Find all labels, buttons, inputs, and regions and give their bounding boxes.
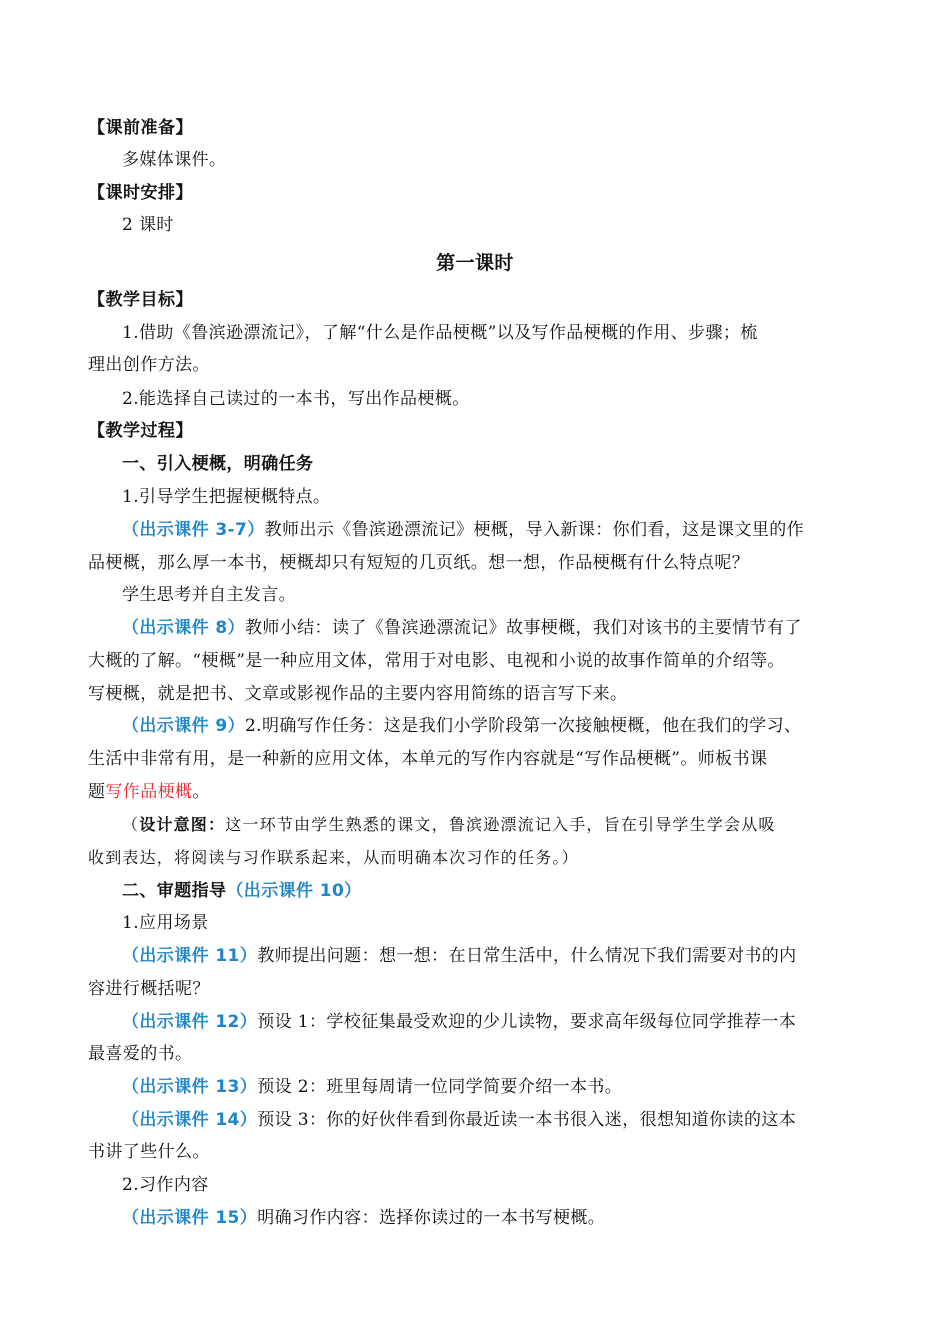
prep-heading: 【课前准备】 — [88, 118, 193, 138]
preset-3-line1: （出示课件 14）预设 3：你的好伙伴看到你最近读一本书很入迷，很想知道你读的这本 — [122, 1110, 797, 1130]
question-line2: 容进行概括呢？ — [88, 979, 210, 999]
goals-heading: 【教学目标】 — [88, 290, 193, 310]
section-1-item-1: 1.引导学生把握梗概特点。 — [122, 487, 331, 507]
paragraph-3-line3: 写梗概，就是把书、文章或影视作品的主要内容用简练的语言写下来。 — [88, 684, 628, 704]
paragraph-4-line3: 题写作品梗概。 — [88, 782, 210, 802]
section-2-item-1: 1.应用场景 — [122, 913, 209, 933]
goal-1-line1: 1.借助《鲁滨逊漂流记》，了解“什么是作品梗概”以及写作品梗概的作用、步骤；梳 — [122, 323, 758, 343]
section-2-title: 二、审题指导（出示课件 10） — [122, 881, 362, 901]
courseware-ref: （出示课件 13） — [122, 1077, 258, 1097]
question-line1: （出示课件 11）教师提出问题：想一想：在日常生活中，什么情况下我们需要对书的内 — [122, 946, 797, 966]
preset-3-line2: 书讲了些什么。 — [88, 1142, 210, 1162]
courseware-ref: （出示课件 11） — [122, 946, 258, 966]
design-note-line1: （设计意图：这一环节由学生熟悉的课文，鲁滨逊漂流记入手，旨在引导学生学会从吸 — [122, 815, 776, 834]
courseware-ref: （出示课件 9） — [122, 716, 245, 736]
courseware-ref: （出示课件 14） — [122, 1110, 258, 1130]
prep-text: 多媒体课件。 — [122, 150, 227, 170]
process-heading: 【教学过程】 — [88, 421, 193, 441]
paragraph-3-line1: （出示课件 8）教师小结：读了《鲁滨逊漂流记》故事梗概，我们对该书的主要情节有了 — [122, 618, 802, 638]
section-2-item-2: 2.习作内容 — [122, 1175, 209, 1195]
paragraph-1-line2: 品梗概，那么厚一本书，梗概却只有短短的几页纸。想一想，作品梗概有什么特点呢？ — [88, 553, 750, 573]
schedule-heading: 【课时安排】 — [88, 183, 193, 203]
paragraph-2: 学生思考并自主发言。 — [122, 585, 296, 605]
section-1-title: 一、引入梗概，明确任务 — [122, 454, 314, 474]
courseware-ref: （出示课件 10） — [226, 881, 362, 901]
design-note-line2: 收到表达，将阅读与习作联系起来，从而明确本次习作的任务。） — [88, 848, 579, 867]
paragraph-4-line1: （出示课件 9）2.明确写作任务：这是我们小学阶段第一次接触梗概，他在我们的学习、 — [122, 716, 802, 736]
schedule-text: 2 课时 — [122, 215, 174, 235]
board-title-highlight: 写作品梗概 — [105, 782, 193, 802]
preset-1-line2: 最喜爱的书。 — [88, 1044, 193, 1064]
preset-1-line1: （出示课件 12）预设 1：学校征集最受欢迎的少儿读物，要求高年级每位同学推荐一本 — [122, 1012, 797, 1032]
paragraph-1-line1: （出示课件 3-7）教师出示《鲁滨逊漂流记》梗概，导入新课：你们看，这是课文里的作 — [122, 520, 805, 540]
goal-2: 2.能选择自己读过的一本书，写出作品梗概。 — [122, 389, 470, 409]
courseware-ref: （出示课件 15） — [122, 1208, 258, 1228]
goal-1-line2: 理出创作方法。 — [88, 355, 210, 375]
paragraph-4-line2: 生活中非常有用，是一种新的应用文体，本单元的写作内容就是“写作品梗概”。师板书课 — [88, 749, 768, 769]
content-line: （出示课件 15）明确习作内容：选择你读过的一本书写梗概。 — [122, 1208, 606, 1228]
courseware-ref: （出示课件 12） — [122, 1012, 258, 1032]
paragraph-3-line2: 大概的了解。“梗概”是一种应用文体，常用于对电影、电视和小说的故事作简单的介绍等。 — [88, 651, 785, 671]
courseware-ref: （出示课件 8） — [122, 618, 245, 638]
design-note-label: 设计意图： — [139, 815, 226, 834]
lesson-title: 第一课时 — [436, 252, 514, 274]
courseware-ref: （出示课件 3-7） — [122, 520, 265, 540]
preset-2: （出示课件 13）预设 2：班里每周请一位同学简要介绍一本书。 — [122, 1077, 623, 1097]
